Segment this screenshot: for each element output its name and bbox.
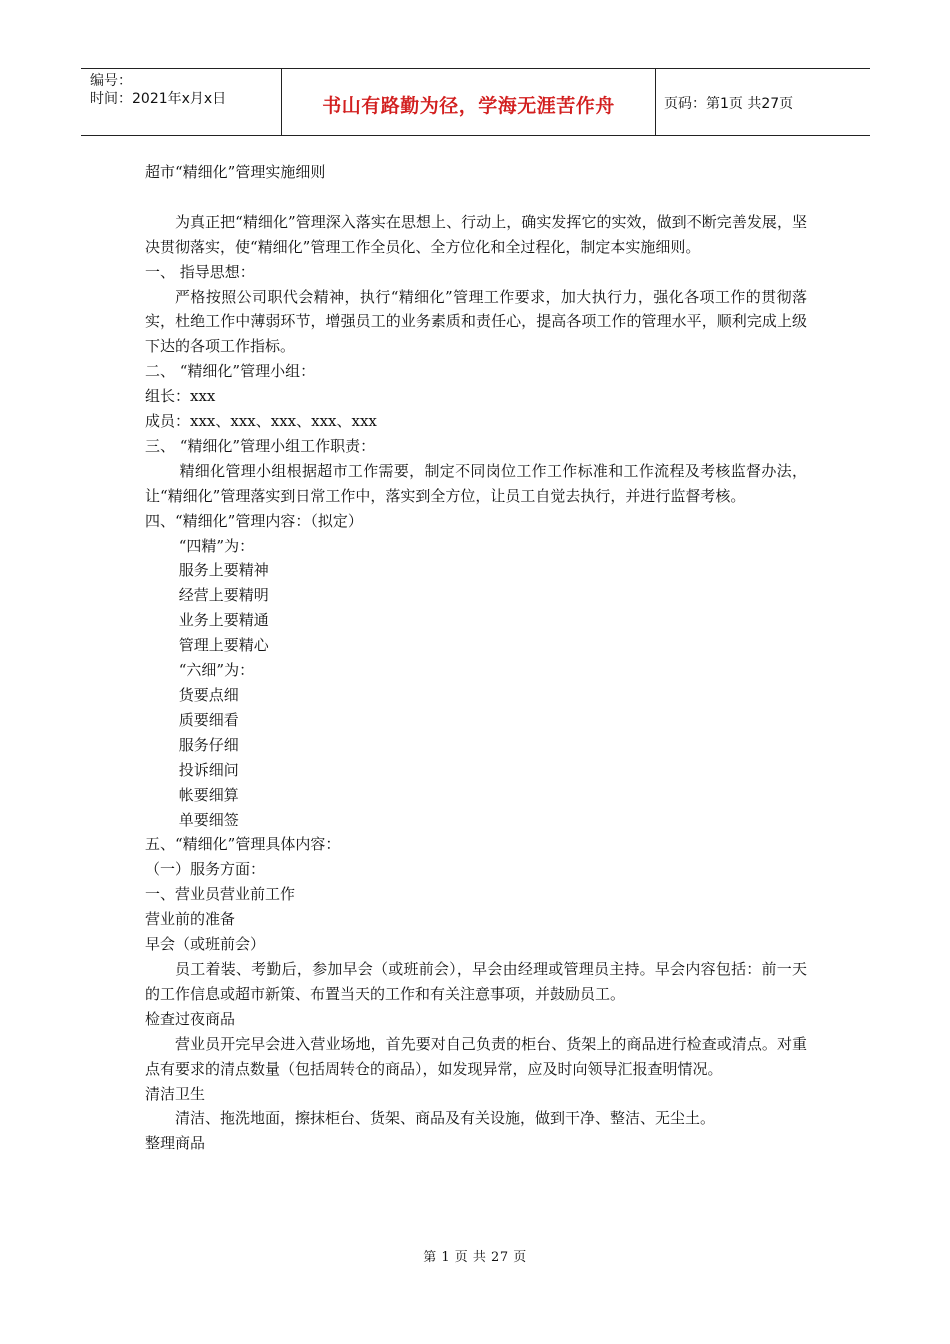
list-item: 业务上要精通: [178, 611, 269, 630]
header-motto: 书山有路勤为径，学海无涯苦作舟: [282, 69, 656, 135]
section-5-item-heading: 一、营业员营业前工作: [145, 885, 296, 904]
four-jing-title: “四精”为：: [178, 536, 255, 555]
section-3-body: 精细化管理小组根据超市工作需要，制定不同岗位工作工作标准和工作流程及考核监督办法，让“精细化”管理落实到日常工作中，落实到全方位，让员工自觉去执行，并进行监督考核。: [145, 461, 807, 505]
section-2-heading: 二、 “精细化”管理小组：: [145, 362, 316, 381]
list-item: 经营上要精明: [178, 586, 269, 605]
header-page-number: 页码：第1页 共27页: [664, 96, 794, 112]
header-info-cell: [81, 69, 282, 135]
section-1-heading: 一、 指导思想：: [145, 262, 255, 281]
check-goods-heading: 检查过夜商品: [145, 1009, 236, 1028]
check-goods-body: 营业员开完早会进入营业场地，首先要对自己负责的柜台、货架上的商品进行检查或清点。对重点有要求的清点数量（包括周转仓的商品），如发现异常，应及时向领导汇报查明情况。: [145, 1034, 807, 1078]
section-3-heading: 三、 “精细化”管理小组工作职责：: [145, 436, 376, 455]
list-item: 投诉细问: [178, 760, 239, 779]
document-body: [145, 160, 807, 1156]
group-leader: 组长：xxx: [145, 387, 216, 406]
document-time-label: 时间：2021年x月x日: [90, 91, 227, 107]
section-1-body: 严格按照公司职代会精神，执行“精细化”管理工作要求，加大执行力，强化各项工作的贯彻落实，杜绝工作中薄弱环节，增强员工的业务素质和责任心，提高各项工作的管理水平，顺利完成上级下达的各项工作指标。: [145, 287, 807, 356]
page-footer: 第 1 页 共 27 页: [423, 1250, 527, 1265]
preparation-heading: 营业前的准备: [145, 910, 236, 929]
cleaning-body: 清洁、拖洗地面，擦抹柜台、货架、商品及有关设施，做到干净、整洁、无尘土。: [175, 1109, 716, 1128]
document-header: [81, 68, 870, 136]
cleaning-heading: 清洁卫生: [145, 1084, 206, 1103]
list-item: 管理上要精心: [178, 636, 269, 655]
list-item: 单要细签: [178, 810, 239, 829]
group-members: 成员：xxx、xxx、xxx、xxx、xxx: [145, 412, 377, 431]
section-5-subheading: （一）服务方面：: [145, 860, 266, 879]
list-item: 帐要细算: [178, 785, 239, 804]
document-number-label: 编号：: [90, 73, 132, 89]
document-title: 超市“精细化”管理实施细则: [145, 163, 326, 181]
section-4-heading: 四、“精细化”管理内容：（拟定）: [145, 511, 363, 530]
list-item: 服务上要精神: [178, 561, 269, 580]
morning-meeting-body: 员工着装、考勤后，参加早会（或班前会），早会由经理或管理员主持。早会内容包括：前一天的工作信息或超市新策、布置当天的工作和有关注意事项，并鼓励员工。: [145, 959, 807, 1003]
list-item: 质要细看: [178, 710, 239, 729]
morning-meeting-heading: 早会（或班前会）: [145, 935, 266, 954]
arrange-goods-heading: 整理商品: [145, 1134, 206, 1153]
list-item: 货要点细: [178, 686, 239, 705]
intro-paragraph: 为真正把“精细化”管理深入落实在思想上、行动上，确实发挥它的实效，做到不断完善发展，坚决贯彻落实，使“精细化”管理工作全员化、全方位化和全过程化，制定本实施细则。: [145, 212, 807, 256]
six-xi-title: “六细”为：: [178, 661, 255, 680]
section-5-heading: 五、“精细化”管理具体内容：: [145, 835, 341, 854]
list-item: 服务仔细: [178, 735, 239, 754]
